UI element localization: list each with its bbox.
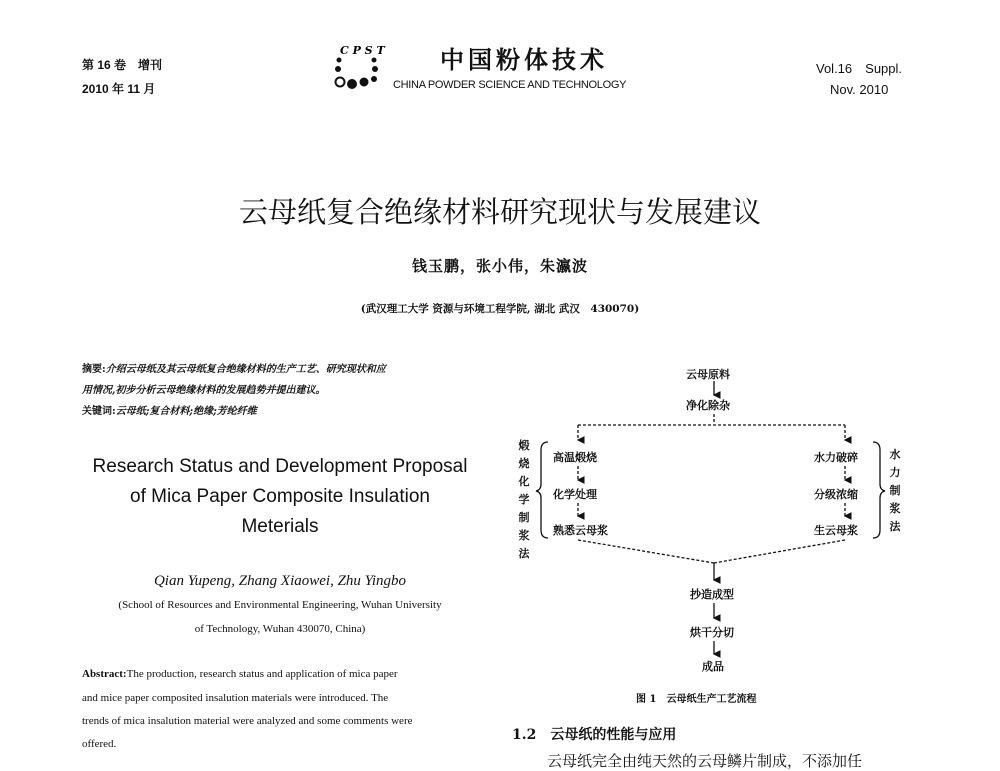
paper-title-en-line2: of Mica Paper Composite Insulation <box>130 486 430 507</box>
date-cn: 2010 年 11 月 <box>82 82 156 96</box>
abstract-cn-label: 摘要: <box>82 364 106 375</box>
flow-left-method-label: 煅烧化学制浆法 <box>518 439 530 560</box>
paper-title-en-line3: Meterials <box>241 516 319 537</box>
flow-step-purify: 净化除杂 <box>686 399 730 412</box>
flow-right-step-1: 水力破碎 <box>814 451 858 464</box>
journal-title-en: CHINA POWDER SCIENCE AND TECHNOLOGY <box>393 79 627 91</box>
keywords-cn-text: 云母纸;复合材料;绝缘;芳纶纤维 <box>115 406 257 417</box>
volume-en: Vol.16 Suppl. <box>816 61 903 76</box>
flow-right-step-3: 生云母浆 <box>814 524 858 537</box>
flow-left-step-1: 高温煅烧 <box>553 451 597 464</box>
svg-text:C P S T: C P S T <box>340 44 385 57</box>
keywords-cn-label: 关键词: <box>82 406 116 417</box>
flow-merge-step-2: 烘干分切 <box>690 626 734 639</box>
flow-merge-step-1: 抄造成型 <box>690 588 734 601</box>
abstract-cn-text1: 介绍云母纸及其云母纸复合绝缘材料的生产工艺、研究现状和应 <box>105 364 386 375</box>
authors-cn: 钱玉鹏，张小伟，朱瀛波 <box>411 257 588 275</box>
abstract-en-line2: and mice paper composited insalution materials were introduced. The <box>82 692 389 704</box>
flow-right-method-label: 水力制浆法 <box>889 448 901 533</box>
authors-en: Qian Yupeng, Zhang Xiaowei, Zhu Yingbo <box>153 573 407 589</box>
affiliation-en-line1: (School of Resources and Environmental Engineering, Wuhan University <box>118 599 442 611</box>
flow-merge-step-3: 成品 <box>702 660 724 673</box>
section-body-line: 云母纸完全由纯天然的云母鳞片制成，不添加任 <box>547 753 863 770</box>
abstract-en-label: Abstract: <box>82 668 127 680</box>
affiliation-cn: (武汉理工大学 资源与环境工程学院, 湖北 武汉 430070) <box>360 303 640 315</box>
figure-caption: 图 1 云母纸生产工艺流程 <box>636 694 757 705</box>
flow-right-step-2: 分级浓缩 <box>814 488 858 501</box>
abstract-en-text1: The production, research status and application of mica paper <box>126 668 398 680</box>
affiliation-en-line2: of Technology, Wuhan 430070, China) <box>194 623 366 635</box>
journal-title-cn: 中国粉体技术 <box>440 45 608 74</box>
flow-left-step-2: 化学处理 <box>553 488 597 501</box>
paper-title-cn: 云母纸复合绝缘材料研究现状与发展建议 <box>238 197 761 229</box>
abstract-en-line3: trends of mica insalution material were analyzed and some comments were <box>82 715 413 727</box>
section-heading: 1.2 云母纸的性能与应用 <box>512 727 677 743</box>
flow-step-start: 云母原料 <box>686 368 730 381</box>
flow-left-step-3: 熟悉云母浆 <box>553 524 608 537</box>
abstract-en-line4: offered. <box>82 738 117 750</box>
abstract-cn-line2: 用情况,初步分析云母绝缘材料的发展趋势并提出建议。 <box>82 385 326 396</box>
volume-cn: 第 16 卷 增刊 <box>82 58 163 72</box>
paper-title-en-line1: Research Status and Development Proposal <box>92 456 468 477</box>
date-en: Nov. 2010 <box>830 82 889 97</box>
